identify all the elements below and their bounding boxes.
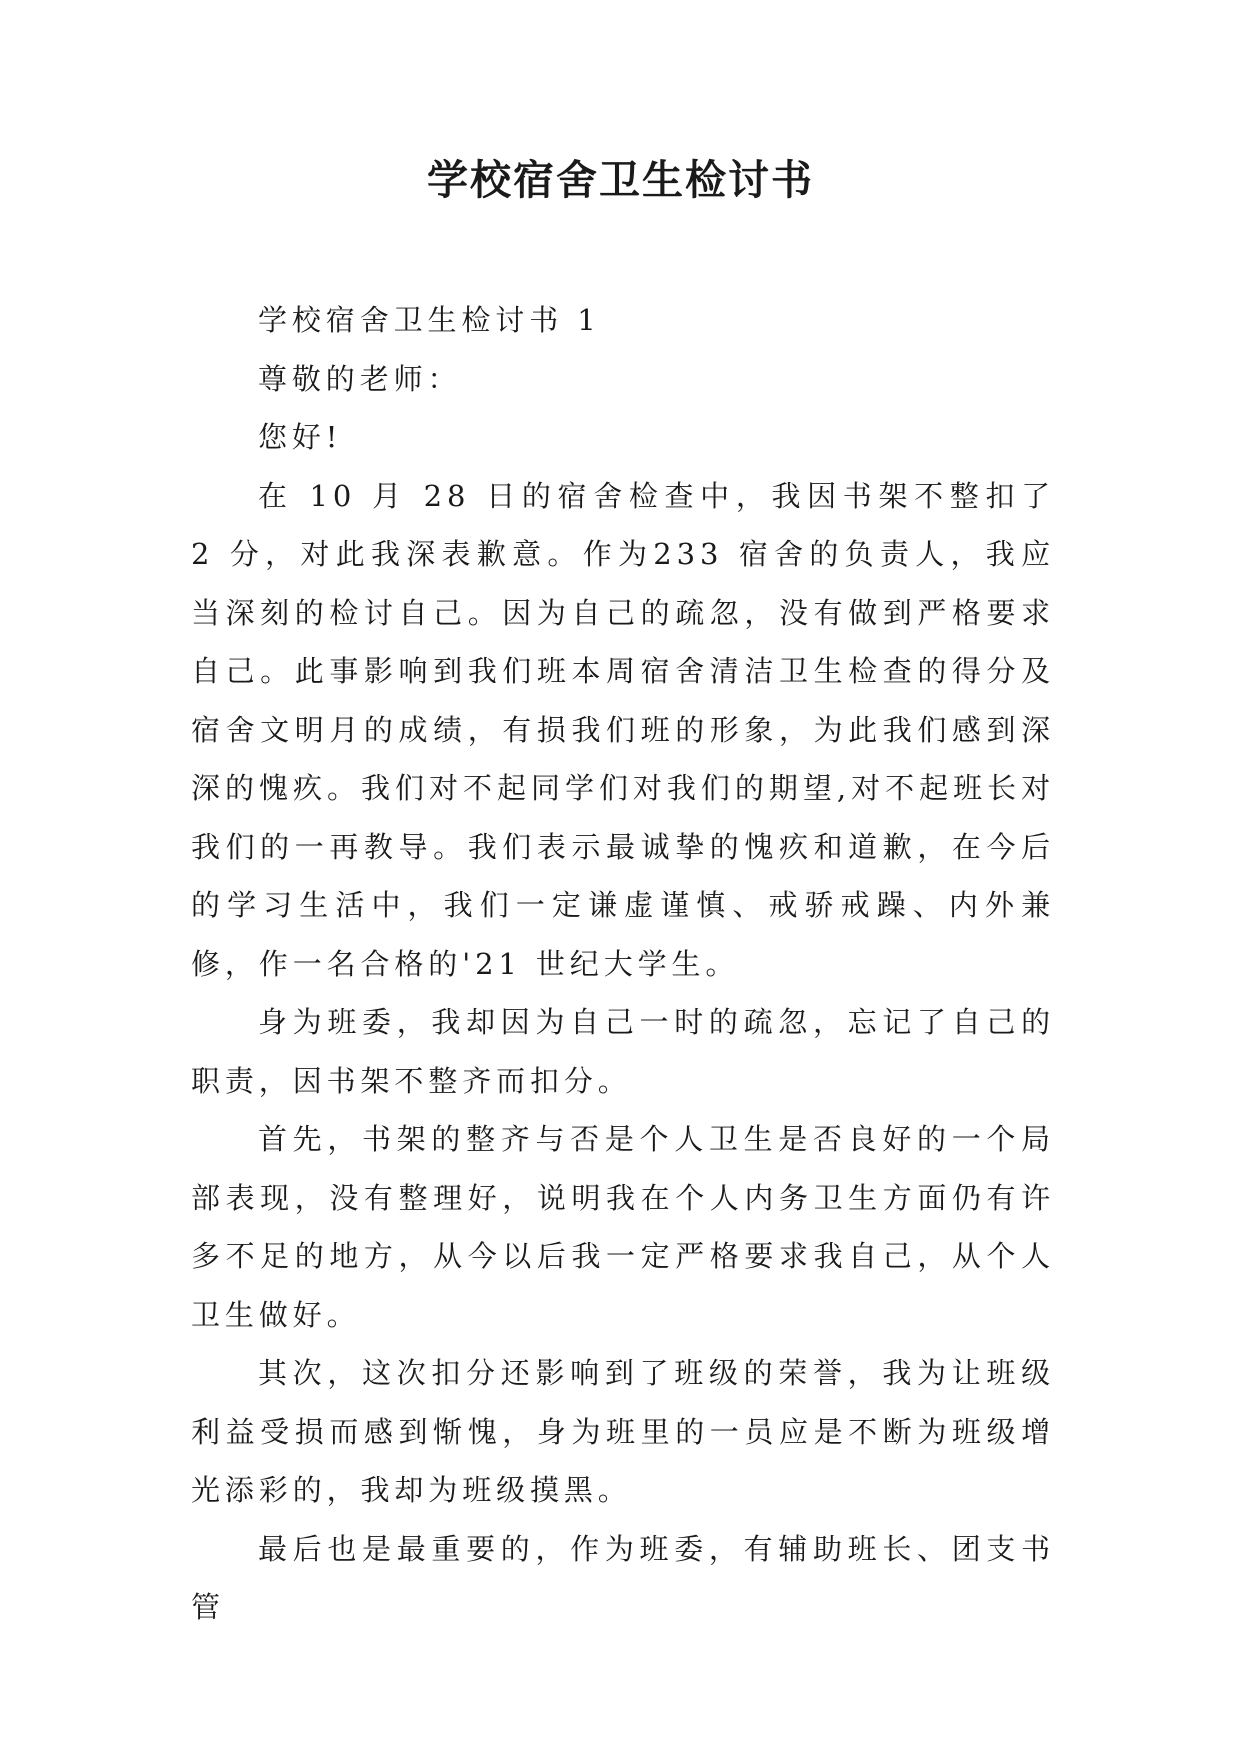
- document-body: [191, 291, 1055, 1637]
- paragraph-salutation: 尊敬的老师：: [258, 361, 462, 396]
- paragraph-heading: 学校宿舍卫生检讨书 1: [258, 303, 601, 337]
- paragraph-apology: 在 10 月 28 日的宿舍检查中，我因书架不整扣了 2 分，对此我深表歉意。作为233 宿舍的负责人，我应当深刻的检讨自己。因为自己的疏忽，没有做到严格要求自己。此事影响到我们班本周宿舍清洁卫生检查的得分及宿舍文明月的成绩，有损我们班的形象，为此我们感到深深的愧疚。我们对不起同学们对我们的期望,对不起班长对我们的一再教导。我们表示最诚挚的愧疚和道歉，在今后的学习生活中，我们一定谦虚谨慎、戒骄戒躁、内外兼修，作一名合格的'21 世纪大学生。: [191, 478, 1055, 981]
- document-title: 学校宿舍卫生检讨书: [427, 156, 814, 204]
- paragraph-responsibility: 身为班委，我却因为自己一时的疏忽，忘记了自己的职责，因书架不整齐而扣分。: [191, 1005, 1055, 1098]
- paragraph-first-point: 首先，书架的整齐与否是个人卫生是否良好的一个局部表现，没有整理好，说明我在个人内务卫生方面仍有许多不足的地方，从今以后我一定严格要求我自己，从个人卫生做好。: [191, 1122, 1055, 1332]
- paragraph-last-point: 最后也是最重要的，作为班委，有辅助班长、团支书管: [191, 1531, 1055, 1624]
- paragraph-greeting: 您好!: [258, 420, 343, 454]
- paragraph-second-point: 其次，这次扣分还影响到了班级的荣誉，我为让班级利益受损而感到惭愧，身为班里的一员应是不断为班级增光添彩的，我却为班级摸黑。: [191, 1356, 1055, 1507]
